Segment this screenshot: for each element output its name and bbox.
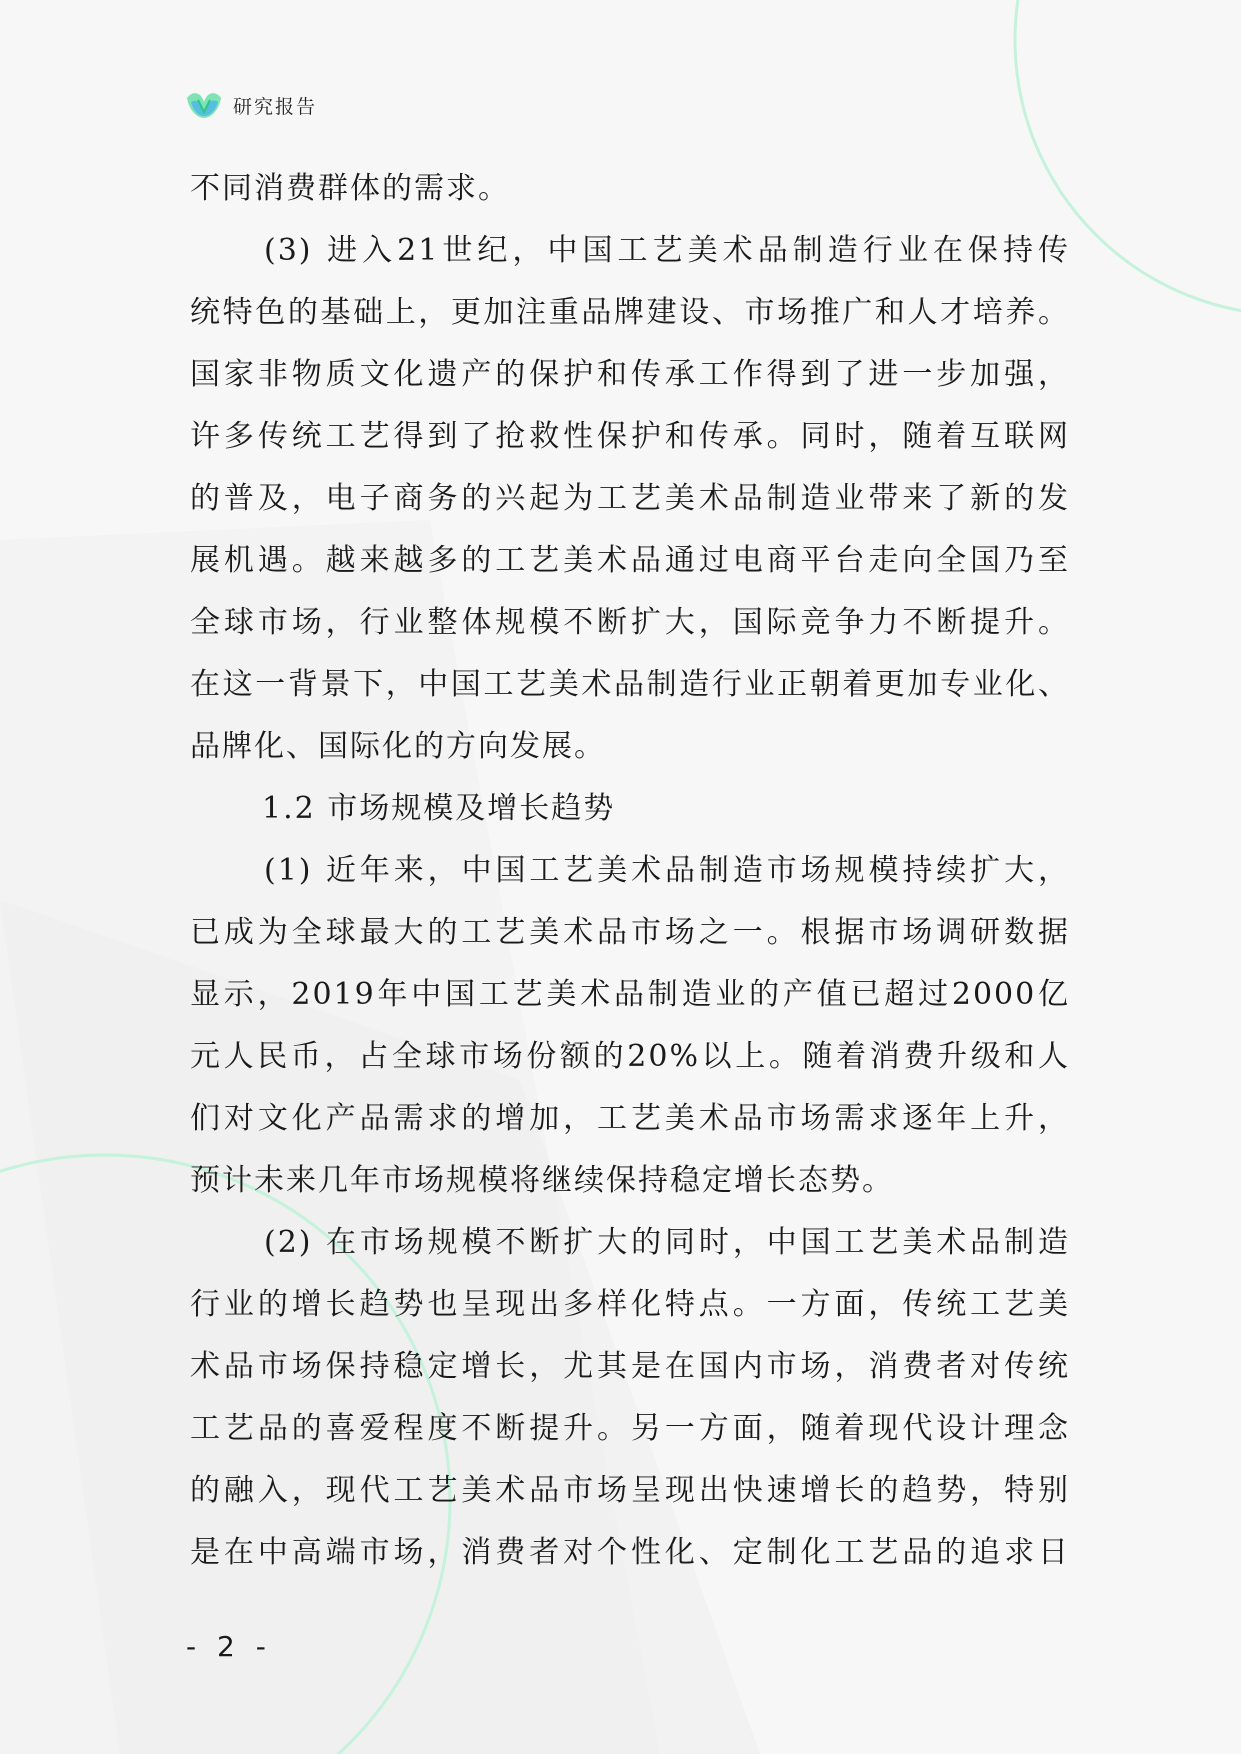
paragraph-line: 的普及，电子商务的兴起为工艺美术品制造业带来了新的发 <box>190 481 1070 516</box>
paragraph-line: 是在中高端市场，消费者对个性化、定制化工艺品的追求日 <box>190 1535 1070 1570</box>
paragraph-line: 预计未来几年市场规模将继续保持稳定增长态势。 <box>190 1163 894 1198</box>
paragraph-line: 显示，2019年中国工艺美术品制造业的产值已超过2000亿 <box>190 977 1070 1012</box>
section-heading: 1.2 市场规模及增长趋势 <box>262 791 616 826</box>
paragraph-line: 品牌化、国际化的方向发展。 <box>190 729 606 764</box>
paragraph-line: 许多传统工艺得到了抢救性保护和传承。同时，随着互联网 <box>190 419 1070 454</box>
paragraph-line: (3) 进入21世纪，中国工艺美术品制造行业在保持传 <box>264 233 1070 268</box>
paragraph-line: 在这一背景下，中国工艺美术品制造行业正朝着更加专业化、 <box>190 667 1070 702</box>
paragraph-line: 统特色的基础上，更加注重品牌建设、市场推广和人才培养。 <box>190 295 1070 330</box>
paragraph-line: 的融入，现代工艺美术品市场呈现出快速增长的趋势，特别 <box>190 1473 1070 1508</box>
paragraph-line: (2) 在市场规模不断扩大的同时，中国工艺美术品制造 <box>264 1225 1070 1260</box>
page-number: - 2 - <box>186 1630 272 1663</box>
paragraph-line: 行业的增长趋势也呈现出多样化特点。一方面，传统工艺美 <box>190 1287 1070 1322</box>
document-body <box>190 158 1070 1584</box>
paragraph-line: 国家非物质文化遗产的保护和传承工作得到了进一步加强， <box>190 357 1070 392</box>
brand-logo-icon <box>185 88 223 122</box>
paragraph-line: 已成为全球最大的工艺美术品市场之一。根据市场调研数据 <box>190 915 1070 950</box>
report-header <box>185 88 317 122</box>
header-title: 研究报告 <box>233 95 318 118</box>
paragraph-line: 不同消费群体的需求。 <box>190 171 510 206</box>
paragraph-line: 们对文化产品需求的增加，工艺美术品市场需求逐年上升， <box>190 1101 1070 1136</box>
paragraph-line: 全球市场，行业整体规模不断扩大，国际竞争力不断提升。 <box>190 605 1070 640</box>
paragraph-line: (1) 近年来，中国工艺美术品制造市场规模持续扩大， <box>264 853 1070 888</box>
paragraph-line: 展机遇。越来越多的工艺美术品通过电商平台走向全国乃至 <box>190 543 1070 578</box>
paragraph-line: 术品市场保持稳定增长，尤其是在国内市场，消费者对传统 <box>190 1349 1070 1384</box>
paragraph-line: 工艺品的喜爱程度不断提升。另一方面，随着现代设计理念 <box>190 1411 1070 1446</box>
paragraph-line: 元人民币，占全球市场份额的20%以上。随着消费升级和人 <box>190 1039 1070 1074</box>
